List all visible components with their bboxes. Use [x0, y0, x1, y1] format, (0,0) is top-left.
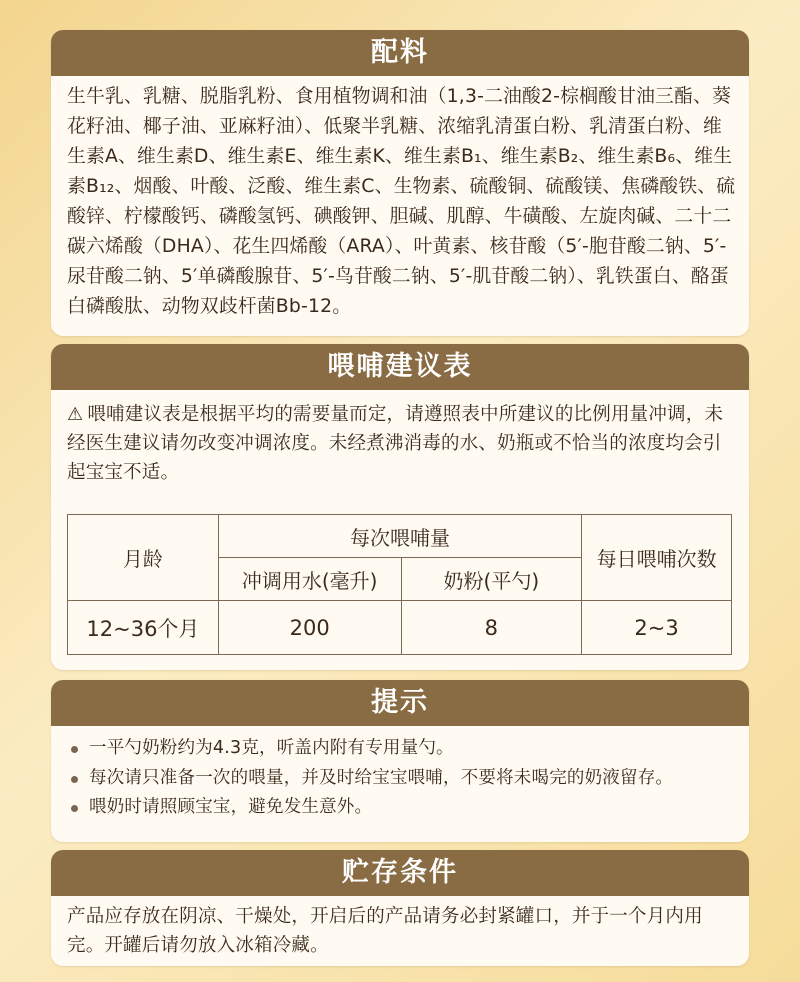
- warning-icon: ⚠: [67, 404, 84, 425]
- storage-title: 贮存条件: [51, 850, 749, 896]
- table-row: [68, 601, 732, 655]
- cell-water: 200: [218, 601, 401, 655]
- cell-daily: 2~3: [582, 601, 732, 655]
- feeding-warning: [51, 390, 749, 487]
- header-daily: 每日喂哺次数: [582, 515, 732, 601]
- header-age: 月龄: [68, 515, 219, 601]
- list-item: 一平勺奶粉约为4.3克，听盖内附有专用量勺。: [67, 734, 733, 764]
- storage-section: [51, 850, 749, 966]
- header-powder: 奶粉(平勺): [401, 558, 582, 601]
- feeding-section: [51, 344, 749, 670]
- cell-powder: 8: [401, 601, 582, 655]
- feeding-table: [67, 514, 732, 655]
- list-item: 每次请只准备一次的喂量，并及时给宝宝喂哺，不要将未喝完的奶液留存。: [67, 764, 733, 794]
- ingredients-section: [51, 30, 749, 336]
- header-per-feed: 每次喂哺量: [218, 515, 581, 558]
- tips-list: [67, 734, 733, 823]
- warning-text: 喂哺建议表是根据平均的需要量而定，请遵照表中所建议的比例用量冲调，未经医生建议请勿改变冲调浓度。未经煮沸消毒的水、奶瓶或不恰当的浓度均会引起宝宝不适。: [67, 404, 724, 483]
- ingredients-text: 生牛乳、乳糖、脱脂乳粉、食用植物调和油（1,3-二油酸2-棕榈酸甘油三酯、葵花籽油、椰子油、亚麻籽油）、低聚半乳糖、浓缩乳清蛋白粉、乳清蛋白粉、维生素A、维生素D、维生素E、维生素K、维生素B₁、维生素B₂、维生素B₆、维生素B₁₂、烟酸、叶酸、泛酸、维生素C、生物素、硫酸铜、硫酸镁、焦磷酸铁、硫酸锌、柠檬酸钙、磷酸氢钙、碘酸钾、胆碱、肌醇、牛磺酸、左旋肉碱、二十二碳六烯酸（DHA）、花生四烯酸（ARA）、叶黄素、核苷酸（5′-胞苷酸二钠、5′-尿苷酸二钠、5′单磷酸腺苷、5′-鸟苷酸二钠、5′-肌苷酸二钠）、乳铁蛋白、酪蛋白磷酸肽、动物双歧杆菌Bb-12。: [67, 86, 736, 317]
- tips-section: [51, 680, 749, 842]
- tips-title: 提示: [51, 680, 749, 726]
- cell-age: 12~36个月: [68, 601, 219, 655]
- ingredients-title: 配料: [51, 30, 749, 76]
- feeding-title: 喂哺建议表: [51, 344, 749, 390]
- list-item: 喂奶时请照顾宝宝，避免发生意外。: [67, 793, 733, 823]
- header-water: 冲调用水(毫升): [218, 558, 401, 601]
- storage-text: 产品应存放在阴凉、干燥处，开启后的产品请务必封紧罐口，并于一个月内用完。开罐后请勿放入冰箱冷藏。: [67, 906, 703, 956]
